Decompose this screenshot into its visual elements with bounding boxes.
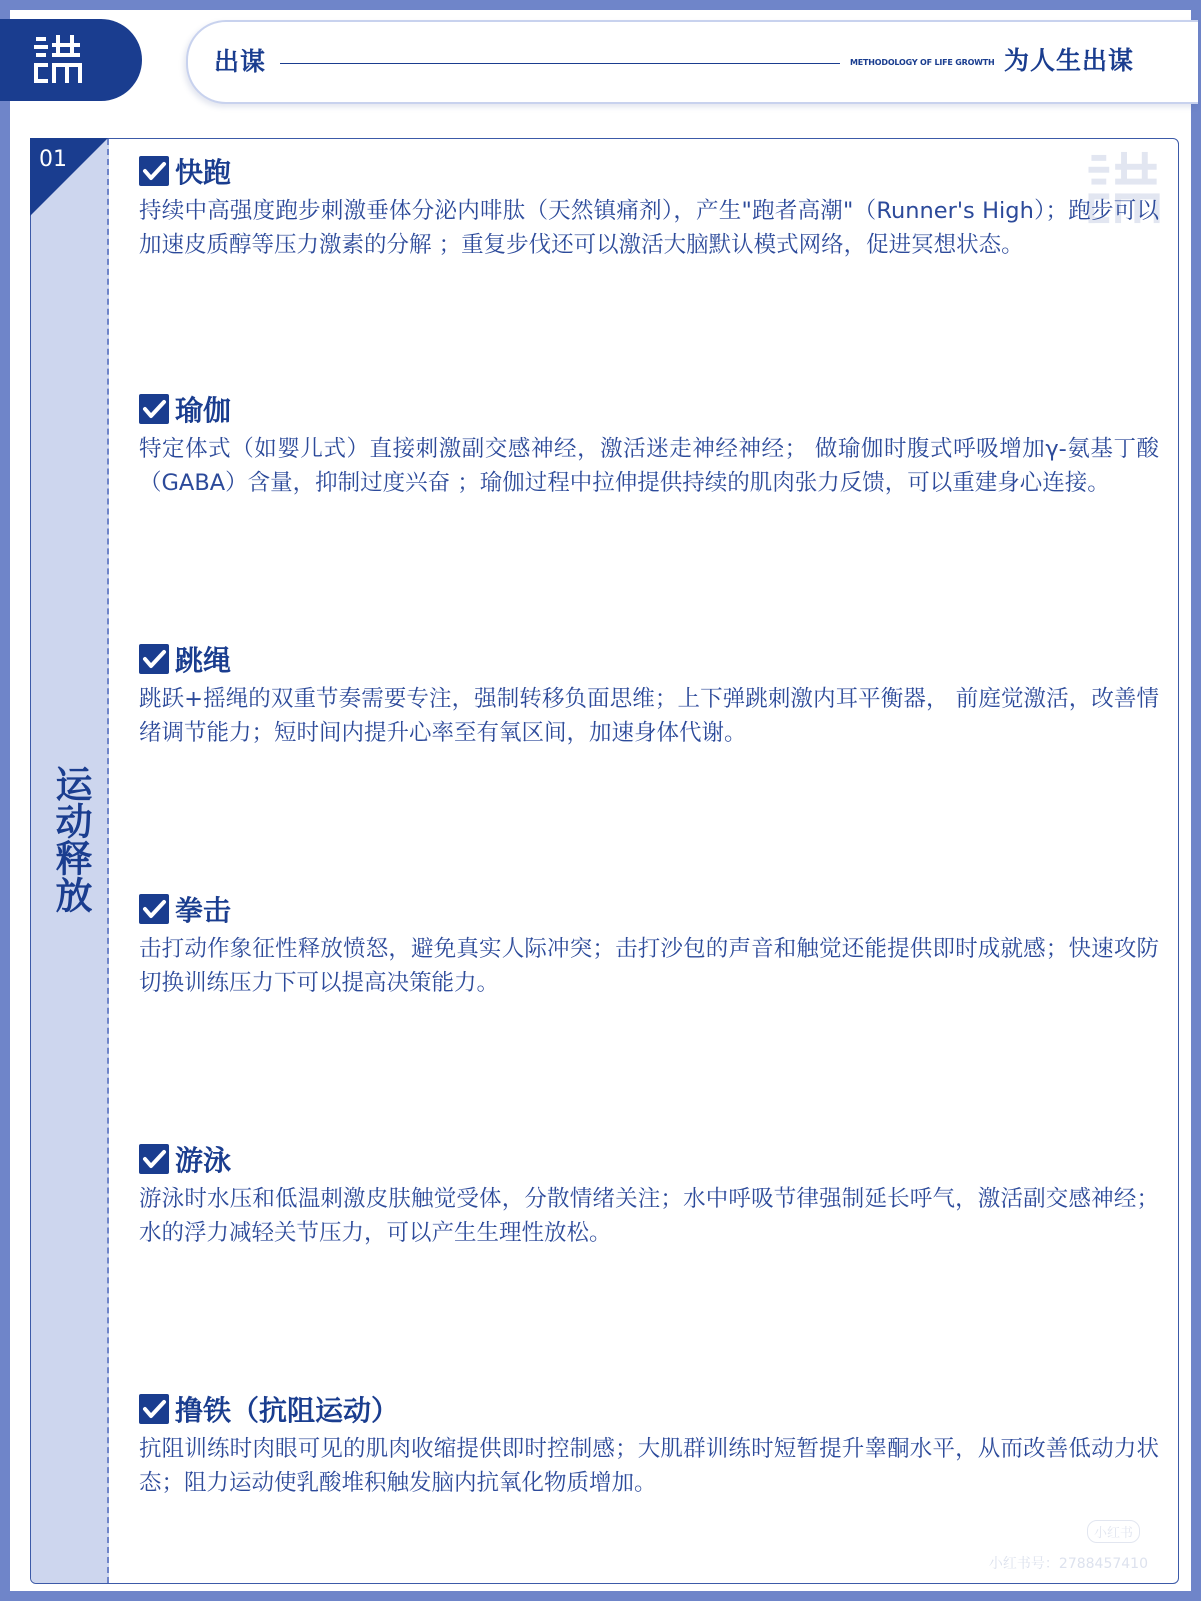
list-item <box>139 1139 1159 1250</box>
section-number: 01 <box>39 147 67 172</box>
list-item <box>139 889 1159 1000</box>
item-header <box>139 389 1159 429</box>
item-title: 快跑 <box>175 156 232 189</box>
header-slogan: 为人生出谋 <box>1004 46 1135 75</box>
section-sidebar <box>31 139 109 1583</box>
item-header <box>139 1139 1159 1179</box>
list-item <box>139 389 1159 500</box>
item-header <box>139 889 1159 929</box>
item-title: 游泳 <box>175 1144 232 1177</box>
checkbox-checked-icon <box>139 894 169 924</box>
item-title: 跳绳 <box>175 644 232 677</box>
header-bar <box>186 20 1198 104</box>
content-card <box>30 138 1179 1584</box>
section-title: 运动释放 <box>49 765 92 913</box>
header-subtitle-en: METHODOLOGY OF LIFE GROWTH <box>850 58 995 67</box>
item-header <box>139 639 1159 679</box>
watermark-badge: 小红书 <box>1087 1520 1140 1543</box>
item-title: 拳击 <box>175 894 232 927</box>
header-title: 出谋 <box>214 47 267 76</box>
watermark-text: 小红书号：2788457410 <box>988 1556 1148 1572</box>
list-item <box>139 1389 1159 1500</box>
item-header <box>139 151 1159 191</box>
item-description: 游泳时水压和低温刺激皮肤触觉受体，分散情绪关注；水中呼吸节律强制延长呼气，激活副交感神经；水的浮力减轻关节压力，可以产生生理性放松。 <box>139 1186 1159 1246</box>
item-description: 击打动作象征性释放愤怒，避免真实人际冲突；击打沙包的声音和触觉还能提供即时成就感；快速攻防切换训练压力下可以提高决策能力。 <box>139 936 1159 996</box>
checkbox-checked-icon <box>139 644 169 674</box>
brand-logo-tab <box>0 19 142 101</box>
header-divider <box>280 63 840 64</box>
item-description: 特定体式（如婴儿式）直接刺激副交感神经，激活迷走神经神经； 做瑜伽时腹式呼吸增加γ-氨基丁酸（GABA）含量，抑制过度兴奋 ；瑜伽过程中拉伸提供持续的肌肉张力反馈，可以重建身心连接。 <box>139 436 1159 496</box>
item-title: 撸铁（抗阻运动） <box>175 1394 400 1427</box>
item-description: 抗阻训练时肉眼可见的肌肉收缩提供即时控制感；大肌群训练时短暂提升睾酮水平，从而改善低动力状态；阻力运动使乳酸堆积触发脑内抗氧化物质增加。 <box>139 1436 1159 1496</box>
checkbox-checked-icon <box>139 1394 169 1424</box>
item-title: 瑜伽 <box>175 394 232 427</box>
list-item <box>139 639 1159 750</box>
checkbox-checked-icon <box>139 1144 169 1174</box>
page <box>10 10 1191 1591</box>
checkbox-checked-icon <box>139 156 169 186</box>
checkbox-checked-icon <box>139 394 169 424</box>
item-description: 跳跃+摇绳的双重节奏需要专注，强制转移负面思维；上下弹跳刺激内耳平衡器， 前庭觉激活，改善情绪调节能力；短时间内提升心率至有氧区间，加速身体代谢。 <box>139 686 1159 746</box>
list-item <box>139 151 1159 262</box>
brand-logo-icon <box>32 33 88 87</box>
item-description: 持续中高强度跑步刺激垂体分泌内啡肽（天然镇痛剂），产生"跑者高潮"（Runner's High）；跑步可以加速皮质醇等压力激素的分解 ；重复步伐还可以激活大脑默认模式网络，促进冥想状态。 <box>139 198 1159 258</box>
item-header <box>139 1389 1159 1429</box>
